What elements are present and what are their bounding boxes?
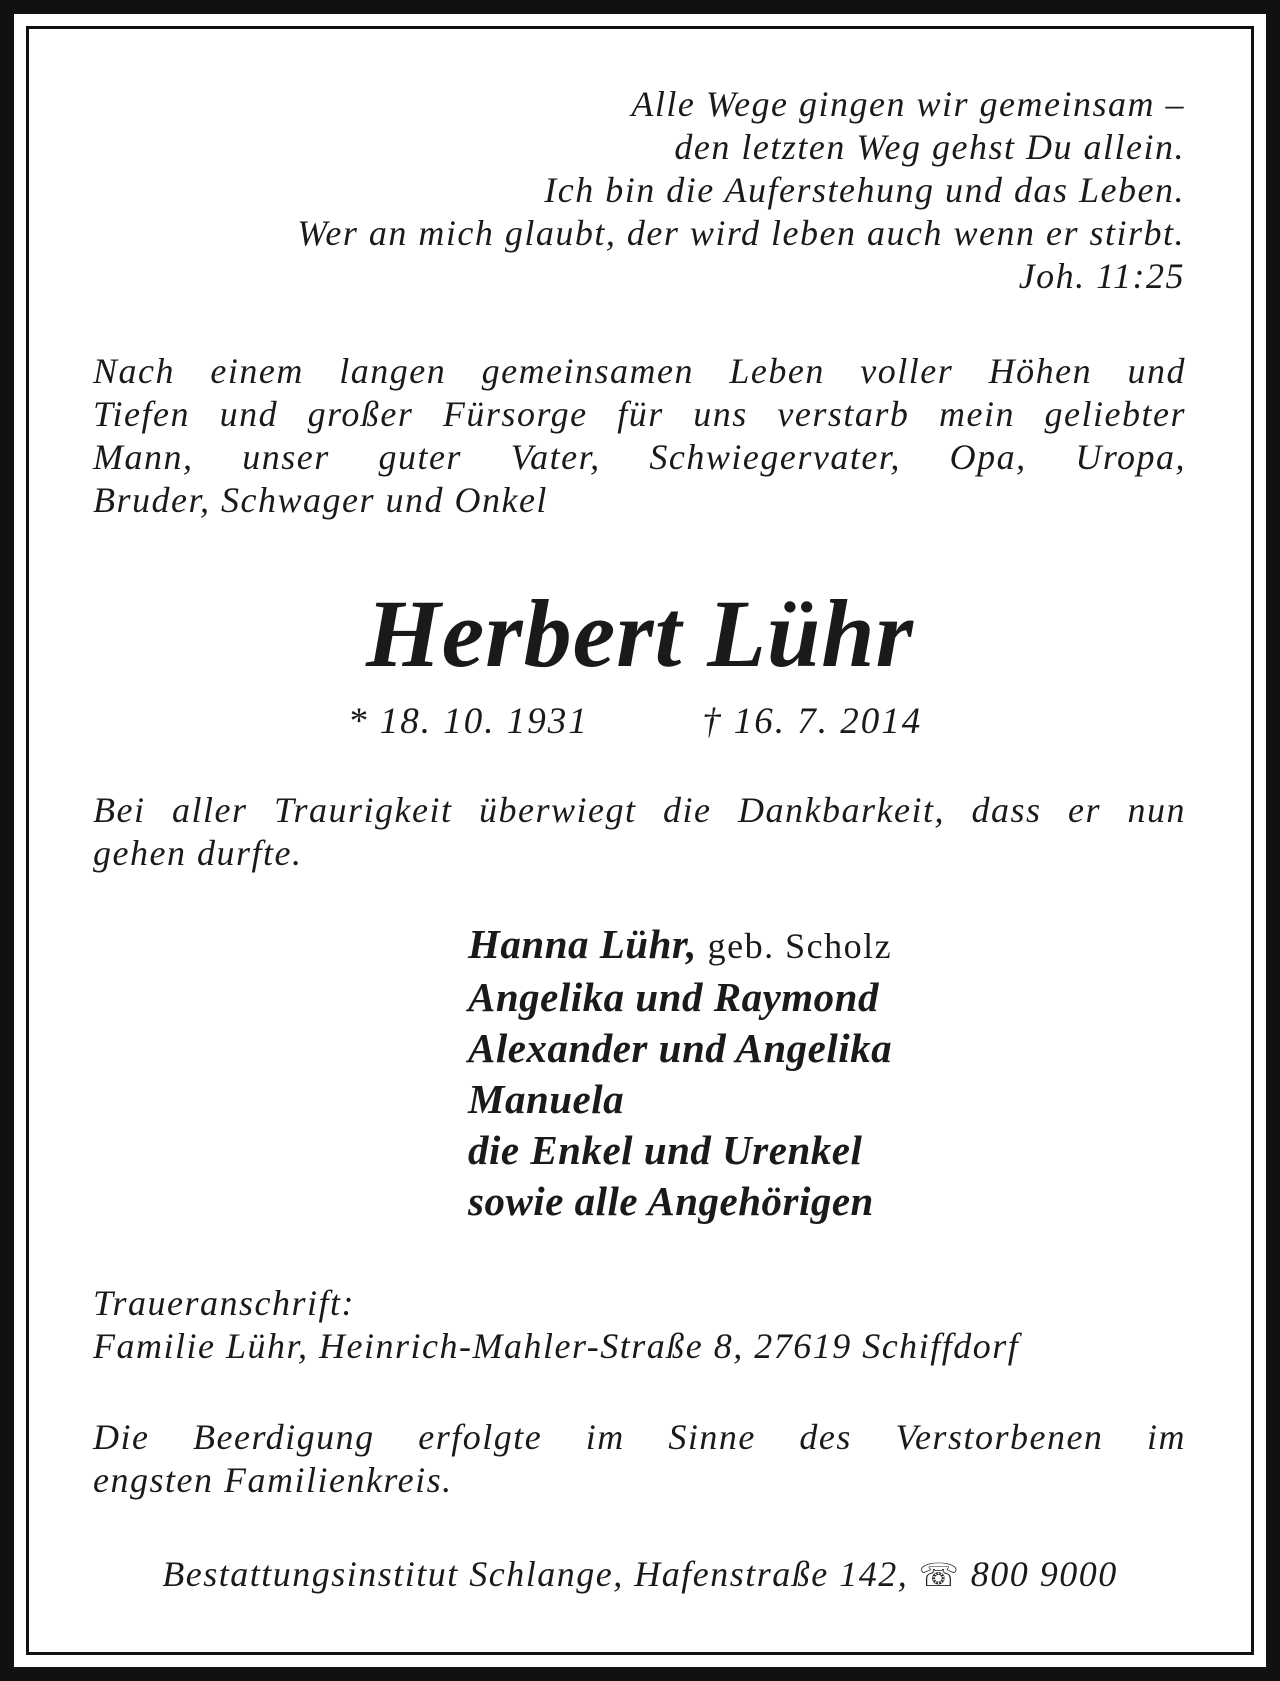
intro-line: Bruder, Schwager und Onkel [93,480,548,520]
intro-paragraph [93,350,1186,522]
deceased-name: Herbert Lühr [365,580,915,687]
mourners-list [468,919,892,1227]
burial-line: engsten Familienkreis. [93,1460,453,1500]
undertaker-text: Bestattungsinstitut Schlange, Hafenstraße 142, [162,1554,909,1594]
verse-line: Ich bin die Auferstehung und das Leben. [544,170,1185,210]
burial-line: Die Beerdigung erfolgte im Sinne des Verstorbenen im [93,1417,1186,1457]
maiden-name: geb. Scholz [707,926,893,966]
gratitude-paragraph [93,789,1186,875]
mourner-line: Manuela [468,1076,625,1122]
burial-paragraph [93,1416,1186,1502]
gratitude-line: gehen durfte. [93,833,303,873]
verse-line: Alle Wege gingen wir gemeinsam – [631,84,1185,124]
mourner-line: sowie alle Angehörigen [468,1178,874,1224]
undertaker-phone: 800 9000 [970,1554,1118,1594]
telephone-icon: ☏ [918,1557,961,1593]
mourner-line: Alexander und Angelika [468,1025,893,1071]
birth-date: * 18. 10. 1931 [348,701,589,742]
bible-verse [297,83,1185,298]
verse-line: Wer an mich glaubt, der wird leben auch wenn er stirbt. [297,213,1185,253]
intro-line: Nach einem langen gemeinsamen Leben voller Höhen und [93,351,1186,391]
address-text: Familie Lühr, Heinrich-Mahler-Straße 8, 27619 Schiffdorf [93,1326,1020,1366]
intro-line: Tiefen und großer Fürsorge für uns verstarb mein geliebter [93,394,1186,434]
address-block [93,1282,1186,1368]
intro-line: Mann, unser guter Vater, Schwiegervater, Opa, Uropa, [93,437,1186,477]
verse-reference: Joh. 11:25 [1018,256,1185,296]
gratitude-line: Bei aller Traurigkeit überwiegt die Dankbarkeit, dass er nun [93,790,1186,830]
verse-line: den letzten Weg gehst Du allein. [674,127,1185,167]
mourner-line: Angelika und Raymond [468,974,879,1020]
address-label: Traueranschrift: [93,1283,356,1323]
mourner-line [468,919,892,972]
mourner-name: Hanna Lühr, [468,921,697,967]
undertaker-line [0,1553,1280,1595]
mourner-line: die Enkel und Urenkel [468,1127,863,1173]
death-date: † 16. 7. 2014 [702,701,923,742]
